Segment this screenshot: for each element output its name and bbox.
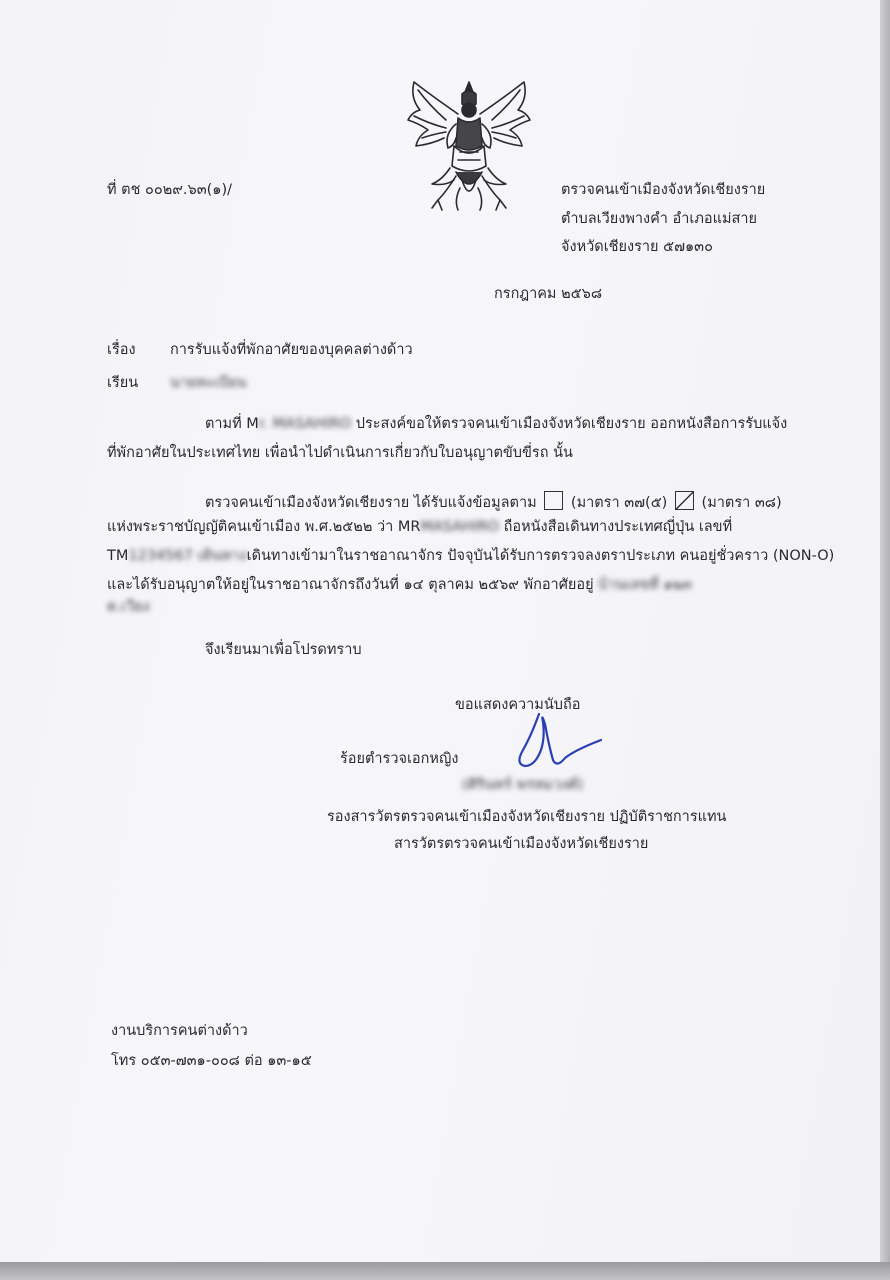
- footer-unit: งานบริการคนต่างด้าว: [111, 1023, 248, 1039]
- signer-rank: ร้อยตำรวจเอกหญิง: [340, 751, 459, 767]
- reference-number: ที่ ตช ๐๐๒๙.๖๓(๑)/: [107, 182, 233, 198]
- signer-name: [462, 778, 583, 793]
- recipient-name: นายทะเบียน: [170, 375, 247, 391]
- paragraph2-line4-text-a: และได้รับอนุญาตให้อยู่ในราชอาณาจักรถึงวันที่ ๑๔ ตุลาคม ๒๕๖๙ พักอาศัยอยู่: [107, 577, 594, 593]
- recipient-redacted: [170, 376, 246, 391]
- paragraph2-line1: [205, 491, 782, 511]
- paragraph2-line2: [107, 520, 732, 535]
- signer-position-line2: สารวัตรตรวจคนเข้าเมืองจังหวัดเชียงราย: [394, 836, 649, 852]
- closing-line: จึงเรียนมาเพื่อโปรดทราบ: [205, 642, 362, 658]
- paragraph2-line2-text-b: ถือหนังสือเดินทางประเทศญี่ปุ่น เลขที่: [498, 519, 733, 535]
- section38-checkbox: [675, 491, 694, 510]
- paragraph2-text-a: ตรวจคนเข้าเมืองจังหวัดเชียงราย ได้รับแจ้งข้อมูลตาม: [205, 495, 537, 511]
- subject-text: การรับแจ้งที่พักอาศัยของบุคคลต่างด้าว: [170, 342, 413, 358]
- background-edge-bottom: [0, 1262, 890, 1280]
- sender-address-line3: จังหวัดเชียงราย ๕๗๑๓๐: [561, 239, 713, 255]
- paragraph1-line1: [205, 417, 787, 432]
- applicant-name-redacted-2: MASAHIRO: [420, 519, 499, 535]
- paragraph1-line2: ที่พักอาศัยในประเทศไทย เพื่อนำไปดำเนินการเกี่ยวกับใบอนุญาตขับขี่รถ นั้น: [107, 445, 573, 461]
- paragraph2-line2-text-a: แห่งพระราชบัญญัติคนเข้าเมือง พ.ศ.๒๕๒๒ ว่า MR: [107, 519, 421, 535]
- paragraph1-text-a: ตามที่ M: [205, 416, 259, 432]
- section37-label: (มาตรา ๓๗(๕): [570, 495, 668, 511]
- address-redacted-2: ต.เวียง: [107, 599, 150, 615]
- applicant-name-redacted: r. MASAHIRO: [258, 416, 352, 432]
- footer-phone: โทร ๐๕๓-๗๓๑-๐๐๘ ต่อ ๑๓-๑๕: [111, 1053, 312, 1069]
- paragraph2-line5: [107, 600, 150, 615]
- section37-checkbox: [544, 491, 563, 510]
- sender-address-line2: ตำบลเวียงพางคำ อำเภอแม่สาย: [561, 211, 758, 227]
- background-edge-right: [880, 0, 890, 1262]
- sender-address-line1: ตรวจคนเข้าเมืองจังหวัดเชียงราย: [561, 182, 766, 198]
- signer-name-redacted: (ศิรินทร์ พรหมวงศ์): [462, 777, 584, 793]
- subject-label: เรื่อง: [107, 342, 136, 358]
- paragraph2-line3: [107, 549, 834, 564]
- signature-icon: [505, 706, 615, 778]
- paragraph2-line4: [107, 578, 692, 593]
- salutation-label: เรียน: [107, 375, 139, 391]
- signer-position-line1: รองสารวัตรตรวจคนเข้าเมืองจังหวัดเชียงราย ปฏิบัติราชการแทน: [327, 809, 727, 825]
- passport-number-redacted: 1234567 เดินทาง: [128, 548, 247, 564]
- document-date: กรกฎาคม ๒๕๖๘: [494, 286, 603, 302]
- paragraph2-line3-text-b: เดินทางเข้ามาในราชอาณาจักร ปัจจุบันได้รับการตรวจลงตราประเภท คนอยู่ชั่วคราว (NON-O): [246, 548, 835, 564]
- section38-label: (มาตรา ๓๘): [701, 495, 782, 511]
- garuda-emblem-icon: [402, 76, 536, 214]
- paragraph1-text-b: ประสงค์ขอให้ตรวจคนเข้าเมืองจังหวัดเชียงราย ออกหนังสือการรับแจ้ง: [351, 416, 788, 432]
- address-redacted: บ้านเลขที่ ๑๒๓: [598, 577, 693, 593]
- paragraph2-line3-text-a: TM: [107, 548, 129, 564]
- regards: ขอแสดงความนับถือ: [455, 697, 581, 713]
